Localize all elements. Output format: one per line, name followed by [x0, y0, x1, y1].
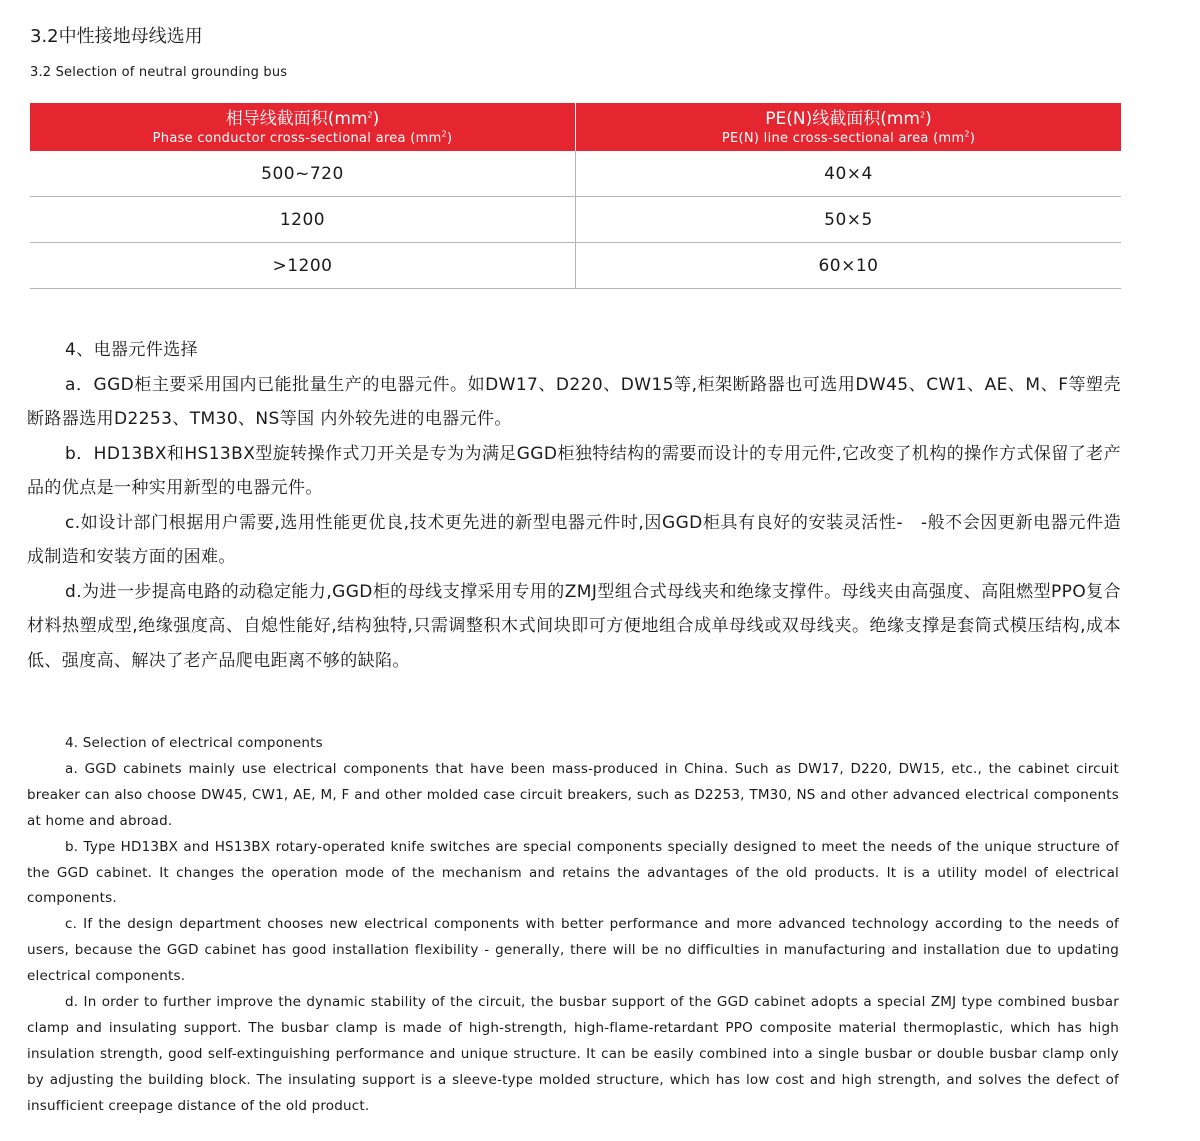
table-row	[30, 151, 1121, 197]
section-title-en: 3.2 Selection of neutral grounding bus	[30, 65, 288, 80]
header-en-end: )	[969, 130, 976, 146]
header-cn-label	[576, 108, 1121, 130]
header-phase-conductor	[30, 103, 575, 151]
header-cn-text: 相导线截面积(mm	[225, 108, 368, 129]
en-components-section	[27, 731, 1119, 1120]
header-cn-sup: 2	[367, 109, 373, 119]
header-en-text: Phase conductor cross-sectional area (mm	[152, 130, 442, 146]
header-cn-label	[30, 108, 575, 130]
header-cn-text: PE(N)线截面积(mm	[765, 108, 920, 129]
table-cell: 50×5	[575, 197, 1121, 242]
table-cell: 40×4	[575, 151, 1121, 196]
header-cn-end: )	[925, 108, 932, 129]
en-paragraph-b: b. Type HD13BX and HS13BX rotary-operated knife switches are special components specially designed to meet the needs of the unique structure of the GGD cabinet. It changes the operation mode of the mechanism and retains the advantages of the old products. It is a utility model of electrical components.	[27, 838, 1119, 907]
table-cell: 500~720	[261, 163, 344, 184]
header-en-sup: 2	[964, 129, 970, 139]
header-en-label	[576, 130, 1121, 147]
header-en-end: )	[446, 130, 453, 146]
en-paragraph-d: d. In order to further improve the dynamic stability of the circuit, the busbar support of the GGD cabinet adopts a special ZMJ type combined busbar clamp and insulating support. The busbar clamp is made of high-strength, high-flame-retardant PPO composite material thermoplastic, which has high insulation strength, good self-extinguishing performance and unique structure. It can be easily combined into a single busbar or double busbar clamp only by adjusting the building block. The insulating support is a sleeve-type molded structure, which has low cost and high strength, and solves the defect of insufficient creepage distance of the old product.	[27, 994, 1119, 1114]
header-en-text: PE(N) line cross-sectional area (mm	[721, 130, 965, 146]
header-cn-end: )	[372, 108, 380, 129]
table-row	[30, 197, 1121, 243]
header-en-label	[30, 130, 575, 147]
table-header	[30, 103, 1121, 151]
cn-components-section	[27, 333, 1121, 678]
table-row	[30, 243, 1121, 289]
header-pe-line	[575, 103, 1121, 151]
cn-paragraph-d: d.为进一步提高电路的动稳定能力,GGD柜的母线支撑采用专用的ZMJ型组合式母线夹和绝缘支撑件。母线夹由高强度、高阻燃型PPO复合材料热塑成型,绝缘强度高、自熄性能好,结构独特,只需调整积木式间块即可方便地组合成单母线或双母线夹。绝缘支撑是套筒式模压结构,成本低、强度高、解决了老产品爬电距离不够的缺陷。	[27, 581, 1121, 671]
cn-paragraph-a: a．GGD柜主要采用国内已能批量生产的电器元件。如DW17、D220、DW15等,柜架断路器也可选用DW45、CW1、AE、M、F等塑壳断路器选用D2253、TM30、NS等国 内外较先进的电器元件。	[27, 374, 1121, 429]
table-cell: 60×10	[575, 243, 1121, 288]
grounding-bus-table	[30, 103, 1121, 289]
header-en-sup: 2	[441, 129, 447, 139]
en-heading: 4. Selection of electrical components	[65, 735, 323, 751]
cn-heading: 4、电器元件选择	[65, 340, 199, 360]
section-title-cn: 3.2中性接地母线选用	[30, 26, 203, 47]
table-cell: >1200	[272, 255, 333, 276]
cn-paragraph-b: b．HD13BX和HS13BX型旋转操作式刀开关是专为为满足GGD柜独特结构的需要而设计的专用元件,它改变了机构的操作方式保留了老产品的优点是一种实用新型的电器元件。	[27, 443, 1121, 498]
en-paragraph-c: c. If the design department chooses new electrical components with better performance and more advanced technology according to the needs of users, because the GGD cabinet has good installation flexibility - generally, there will be no difficulties in manufacturing and installation due to updating electrical components.	[27, 916, 1119, 985]
table-cell: 1200	[279, 209, 326, 230]
en-paragraph-a: a. GGD cabinets mainly use electrical components that have been mass-produced in China. Such as DW17, D220, DW15, etc., the cabinet circuit breaker can also choose DW45, CW1, AE, M, F and other molded case circuit breakers, such as D2253, TM30, NS and other advanced electrical components at home and abroad.	[27, 760, 1119, 829]
header-cn-sup: 2	[920, 109, 926, 119]
cn-paragraph-c: c.如设计部门根据用户需要,选用性能更优良,技术更先进的新型电器元件时,因GGD柜具有良好的安装灵活性- -般不会因更新电器元件造成制造和安装方面的困难。	[27, 512, 1121, 567]
